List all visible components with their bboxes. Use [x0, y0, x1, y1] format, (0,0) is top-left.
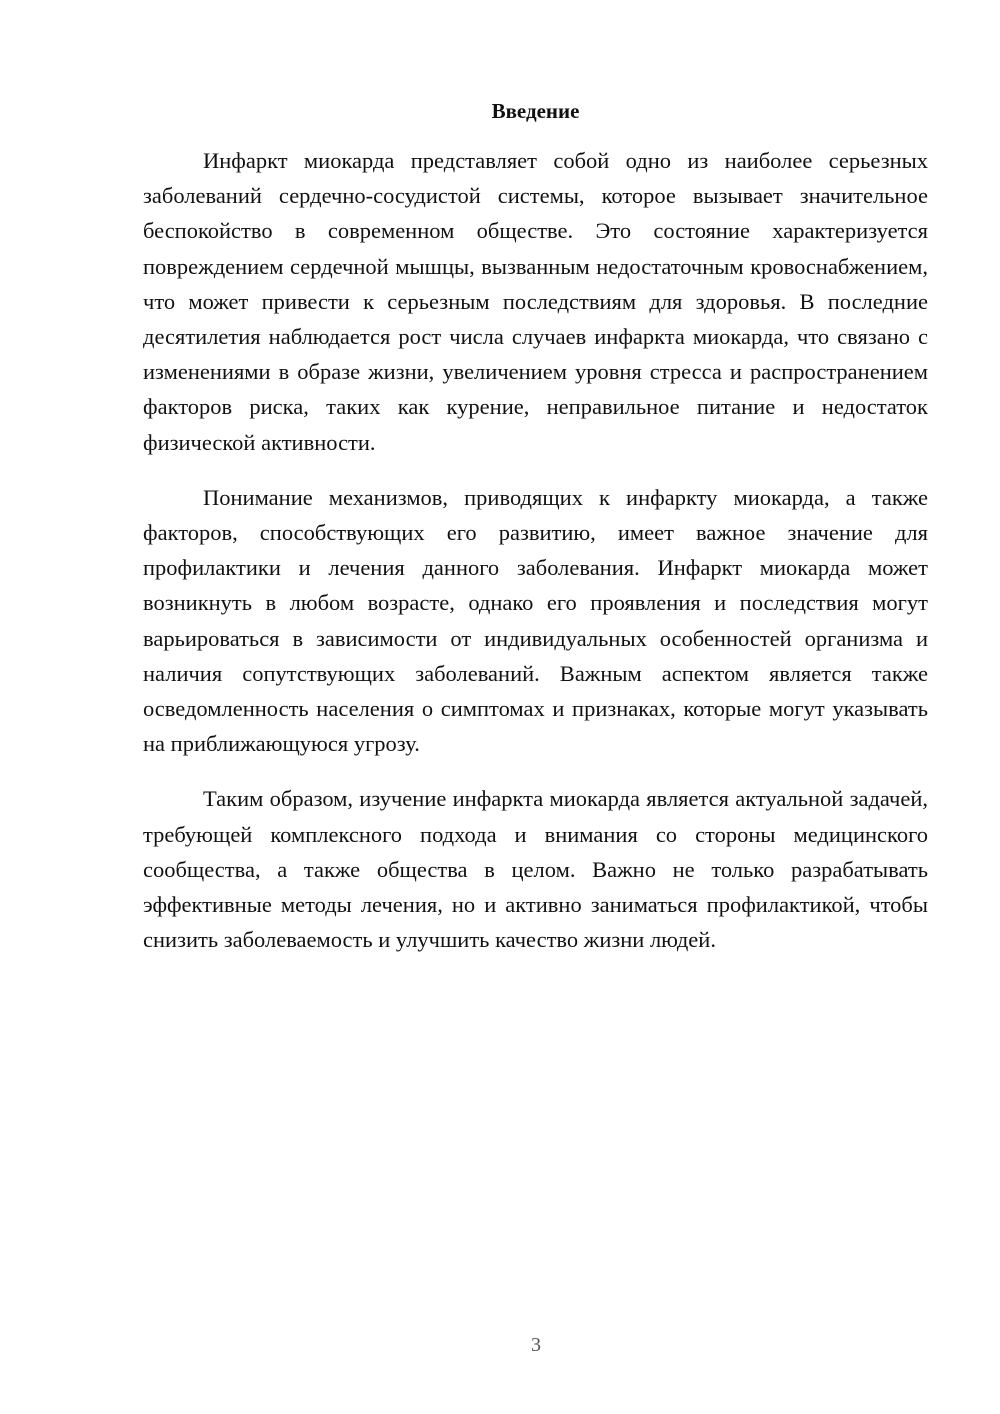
- section-title: Введение: [491, 99, 580, 123]
- body-text: [143, 143, 928, 977]
- paragraph-1: Инфаркт миокарда представляет собой одно из наиболее серьезных заболеваний сердечно-сосудистой системы, которое вызывает значительное беспокойство в современном обществе. Это состояние характеризуется повреждением сердечной мышцы, вызванным недостаточным кровоснабжением, что может привести к серьезным последствиям для здоровья. В последние десятилетия наблюдается рост числа случаев инфаркта миокарда, что связано с изменениями в образе жизни, увеличением уровня стресса и распространением факторов риска, таких как курение, неправильное питание и недостаток физической активности.: [143, 148, 928, 455]
- paragraph-2: Понимание механизмов, приводящих к инфаркту миокарда, а также факторов, способствующих его развитию, имеет важное значение для профилактики и лечения данного заболевания. Инфаркт миокарда может возникнуть в любом возрасте, однако его проявления и последствия могут варьироваться в зависимости от индивидуальных особенностей организма и наличия сопутствующих заболеваний. Важным аспектом является также осведомленность населения о симптомах и признаках, которые могут указывать на приближающуюся угрозу.: [143, 484, 928, 757]
- page-number: 3: [531, 1334, 541, 1356]
- paragraph-3: Таким образом, изучение инфаркта миокарда является актуальной задачей, требующей комплексного подхода и внимания со стороны медицинского сообщества, а также общества в целом. Важно не только разрабатывать эффективные методы лечения, но и активно заниматься профилактикой, чтобы снизить заболеваемость и улучшить качество жизни людей.: [143, 786, 928, 953]
